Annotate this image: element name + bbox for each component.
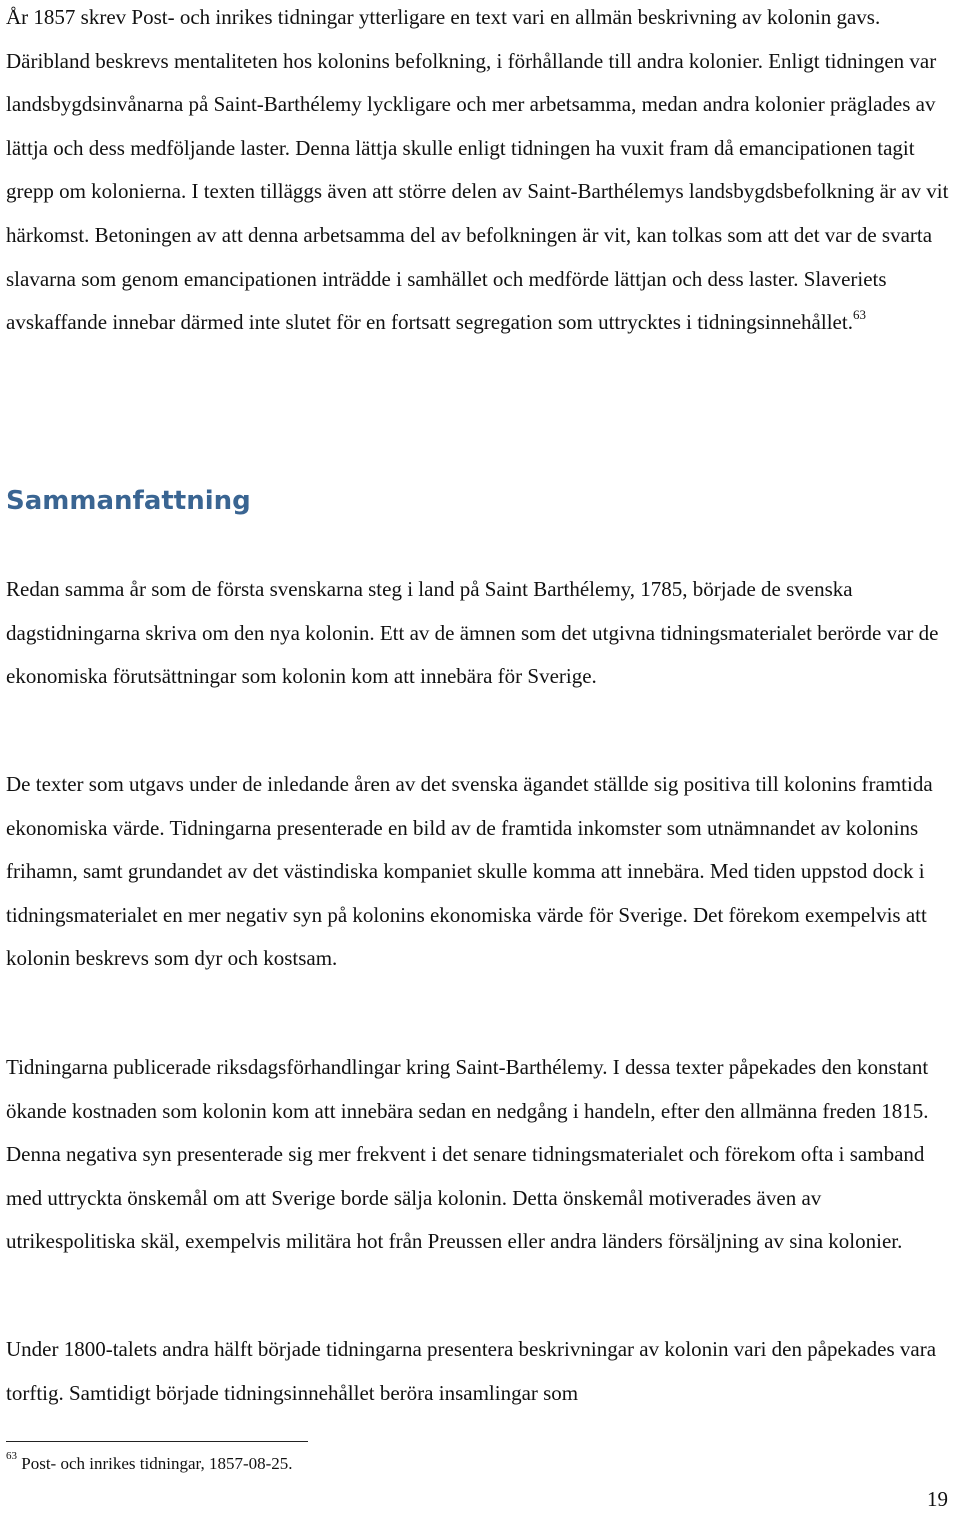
- paragraph-1: [6, 0, 954, 345]
- section-heading: Sammanfattning: [6, 486, 251, 516]
- footnote-separator: [6, 1441, 308, 1442]
- paragraph-1-text: År 1857 skrev Post- och inrikes tidningar ytterligare en text vari en allmän beskrivning av kolonin gavs. Däribland beskrevs mentaliteten hos kolonins befolkning, i förhållande till andra kolonier. Enligt tidningen var landsbygdsinvånarna på Saint-Barthélemy lyckligare och mer arbetsamma, medan andra kolonier präglades av lättja och dess medföljande laster. Denna lättja skulle enligt tidningen ha vuxit fram då emancipationen tagit grepp om kolonierna. I texten tilläggs även att större delen av Saint-Barthélemys landsbygdsbefolkning är av vit härkomst. Betoningen av att denna arbetsamma del av befolkningen är vit, kan tolkas som att det var de svarta slavarna som genom emancipationen inträdde i samhället och medförde lättjan och dess laster. Slaveriets avskaffande innebar därmed inte slutet för en fortsatt segregation som uttrycktes i tidningsinnehållet.: [6, 5, 949, 335]
- paragraph-2: Redan samma år som de första svenskarna steg i land på Saint Barthélemy, 1785, började de svenska dagstidningarna skriva om den nya kolonin. Ett av de ämnen som det utgivna tidningsmaterialet berörde var de ekonomiska förutsättningar som kolonin kom att innebära för Sverige.: [6, 577, 939, 689]
- paragraph-4: Tidningarna publicerade riksdagsförhandlingar kring Saint-Barthélemy. I dessa texter påpekades den konstant ökande kostnaden som kolonin kom att innebära sedan en nedgång i handeln, efter den allmänna freden 1815. Denna negativa syn presenterade sig mer frekvent i det senare tidningsmaterialet och förekom ofta i samband med uttryckta önskemål om att Sverige borde sälja kolonin. Detta önskemål motiverades även av utrikespolitiska skäl, exempelvis militära hot från Preussen eller andra länders försäljning av sina kolonier.: [6, 1055, 929, 1254]
- footnote-number: 63: [6, 1450, 17, 1463]
- footnote-text: Post- och inrikes tidningar, 1857-08-25.: [17, 1454, 293, 1473]
- paragraph-3: De texter som utgavs under de inledande åren av det svenska ägandet ställde sig positiva till kolonins framtida ekonomiska värde. Tidningarna presenterade en bild av de framtida inkomster som utnämnandet av kolonins frihamn, samt grundandet av det västindiska kompaniet skulle komma att innebära. Med tiden uppstod dock i tidningsmaterialet en mer negativ syn på kolonins ekonomiska värde för Sverige. Det förekom exempelvis att kolonin beskrevs som dyr och kostsam.: [6, 772, 933, 971]
- page-number: 19: [927, 1487, 948, 1511]
- footnote-reference: 63: [852, 307, 866, 323]
- paragraph-5: Under 1800-talets andra hälft började tidningarna presentera beskrivningar av kolonin vari den påpekades vara torftig. Samtidigt började tidningsinnehållet beröra insamlingar som: [6, 1337, 937, 1405]
- footnote: [6, 1450, 293, 1475]
